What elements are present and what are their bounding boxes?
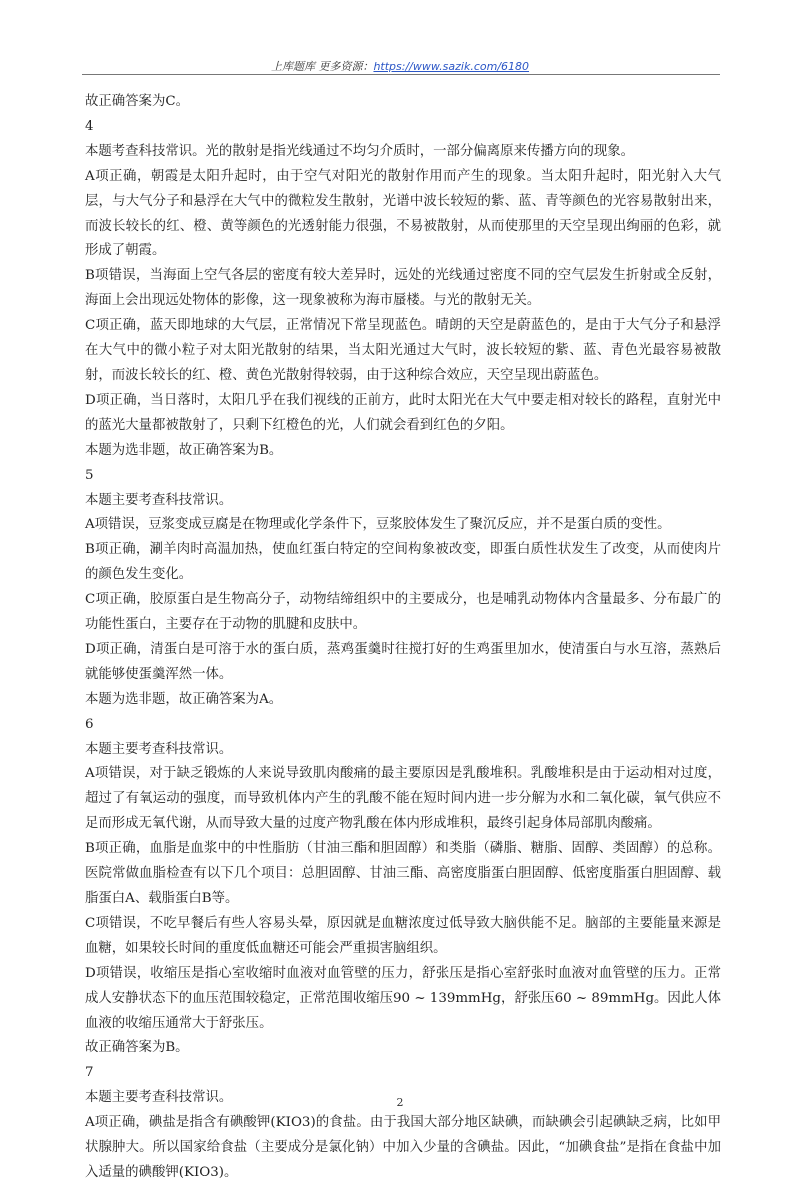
header-label: 上库题库 更多资源： bbox=[270, 60, 374, 73]
explanation-paragraph: D项正确，清蛋白是可溶于水的蛋白质，蒸鸡蛋羹时往搅打好的生鸡蛋里加水，使清蛋白与水互溶，蒸熟后就能够使蛋羹浑然一体。 bbox=[85, 641, 721, 682]
explanation-paragraph: 本题主要考查科技常识。 bbox=[85, 1090, 233, 1106]
explanation-paragraph: 本题主要考查科技常识。 bbox=[85, 741, 233, 757]
explanation-paragraph: A项正确，碘盐是指含有碘酸钾(KIO3)的食盐。由于我国大部分地区缺碘，而缺碘会引起碘缺乏病，比如甲状腺肿大。所以国家给食盐（主要成分是氯化钠）中加入少量的含碘盐。因此，“加碘食盐”是指在食盐中加入适量的碘酸钾(KIO3)。 bbox=[85, 1115, 721, 1180]
explanation-paragraph: C项错误，不吃早餐后有些人容易头晕，原因就是血糖浓度过低导致大脑供能不足。脑部的主要能量来源是血糖，如果较长时间的重度低血糖还可能会严重损害脑组织。 bbox=[85, 915, 721, 956]
explanation-paragraph: D项正确，当日落时，太阳几乎在我们视线的正前方，此时太阳光在大气中要走相对较长的路程，直射光中的蓝光大量都被散射了，只剩下红橙色的光，人们就会看到红色的夕阳。 bbox=[85, 392, 721, 433]
explanation-paragraph: B项正确，血脂是血浆中的中性脂肪（甘油三酯和胆固醇）和类脂（磷脂、糖脂、固醇、类固醇）的总称。医院常做血脂检查有以下几个项目：总胆固醇、甘油三酯、高密度脂蛋白胆固醇、低密度脂蛋白胆固醇、载脂蛋白A、载脂蛋白B等。 bbox=[85, 841, 721, 906]
question-number: 4 bbox=[85, 118, 94, 134]
header-link[interactable]: https://www.sazik.com/6180 bbox=[373, 60, 530, 73]
question-number: 6 bbox=[85, 716, 94, 732]
answer-line: 本题为选非题，故正确答案为B。 bbox=[85, 442, 283, 458]
explanation-paragraph: A项错误，豆浆变成豆腐是在物理或化学条件下，豆浆胶体发生了聚沉反应，并不是蛋白质的变性。 bbox=[85, 517, 671, 533]
answer-line: 本题为选非题，故正确答案为A。 bbox=[85, 691, 283, 707]
explanation-paragraph: 本题主要考查科技常识。 bbox=[85, 492, 233, 508]
explanation-paragraph: 本题考查科技常识。光的散射是指光线通过不均匀介质时，一部分偏离原来传播方向的现象。 bbox=[85, 143, 635, 159]
explanation-paragraph: A项错误，对于缺乏锻炼的人来说导致肌肉酸痛的最主要原因是乳酸堆积。乳酸堆积是由于运动相对过度，超过了有氧运动的强度，而导致机体内产生的乳酸不能在短时间内进一步分解为水和二氧化碳，氧气供应不足而形成无氧代谢，从而导致大量的过度产物乳酸在体内形成堆积，最终引起身体局部肌肉酸痛。 bbox=[85, 766, 721, 832]
answer-line: 故正确答案为C。 bbox=[85, 94, 189, 109]
explanation-paragraph: D项错误，收缩压是指心室收缩时血液对血管壁的压力，舒张压是指心室舒张时血液对血管壁的压力。正常成人安静状态下的血压范围较稳定，正常范围收缩压90 ~ 139mmHg，舒张压60 ~ 89mmHg。因此人体血液的收缩压通常大于舒张压。 bbox=[85, 965, 721, 1031]
page-header bbox=[0, 58, 800, 74]
answer-line: 故正确答案为B。 bbox=[85, 1040, 189, 1056]
question-number: 5 bbox=[85, 467, 94, 483]
explanation-paragraph: C项正确，蓝天即地球的大气层，正常情况下常呈现蓝色。晴朗的天空是蔚蓝色的，是由于大气分子和悬浮在大气中的微小粒子对太阳光散射的结果，当太阳光通过大气时，波长较短的紫、蓝、青色光最容易被散射，而波长较长的红、橙、黄色光散射得较弱，由于这种综合效应，天空呈现出蔚蓝色。 bbox=[85, 318, 721, 383]
explanation-paragraph: B项正确，涮羊肉时高温加热，使血红蛋白特定的空间构象被改变，即蛋白质性状发生了改变，从而使肉片的颜色发生变化。 bbox=[85, 542, 721, 583]
page-number: 2 bbox=[396, 1096, 404, 1109]
explanation-paragraph: A项正确，朝霞是太阳升起时，由于空气对阳光的散射作用而产生的现象。当太阳升起时，阳光射入大气层，与大气分子和悬浮在大气中的微粒发生散射，光谱中波长较短的紫、蓝、青等颜色的光容易散射出来，而波长较长的红、橙、黄等颜色的光透射能力很强，不易被散射，从而使那里的天空呈现出绚丽的色彩，就形成了朝霞。 bbox=[85, 168, 721, 259]
explanation-paragraph: C项正确，胶原蛋白是生物高分子，动物结缔组织中的主要成分，也是哺乳动物体内含量最多、分布最广的功能性蛋白，主要存在于动物的肌腱和皮肤中。 bbox=[85, 592, 721, 633]
header-divider bbox=[82, 74, 720, 75]
question-number: 7 bbox=[85, 1065, 94, 1081]
document-body bbox=[85, 90, 721, 1186]
explanation-paragraph: B项错误，当海面上空气各层的密度有较大差异时，远处的光线通过密度不同的空气层发生折射或全反射，海面上会出现远处物体的影像，这一现象被称为海市蜃楼。与光的散射无关。 bbox=[85, 268, 721, 309]
